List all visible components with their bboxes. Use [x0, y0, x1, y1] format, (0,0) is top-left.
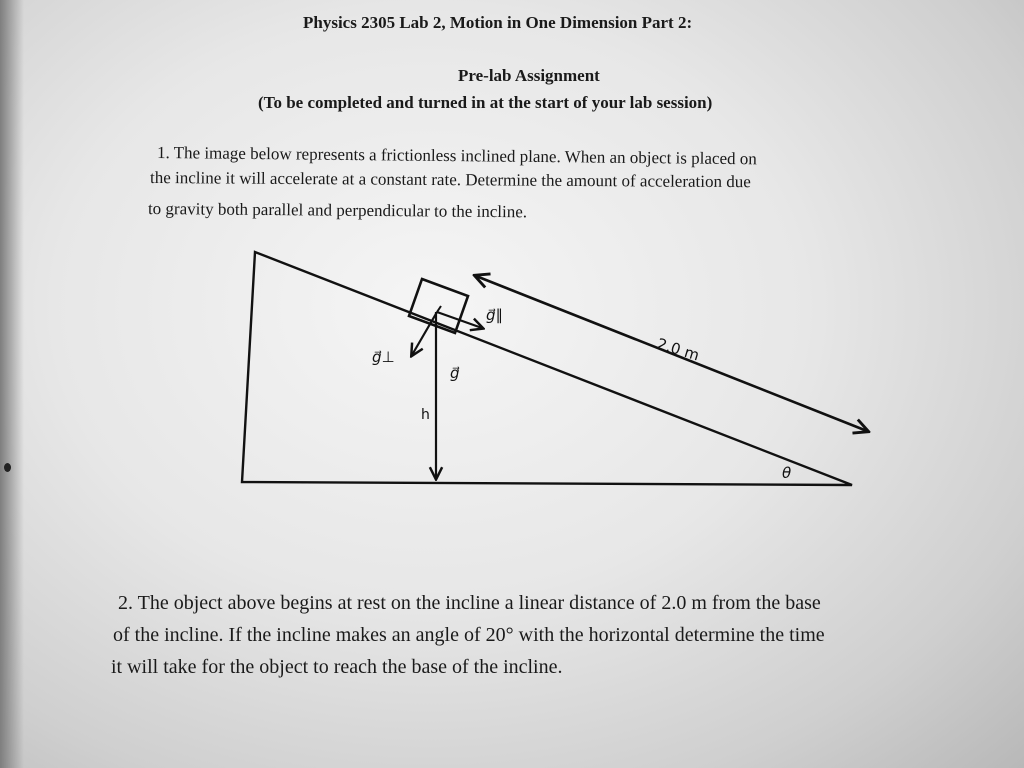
question1-line3: to gravity both parallel and perpendicular to the incline. [147, 199, 528, 222]
g-parallel-label: g⃗∥ [486, 306, 504, 324]
question2-line2: of the incline. If the incline makes an angle of 20° with the horizontal determine the time [113, 624, 825, 646]
question2-line1: 2. The object above begins at rest on the incline a linear distance of 2.0 m from the base [118, 592, 821, 614]
question2-line3: it will take for the object to reach the base of the incline. [111, 656, 563, 678]
question1-line1: 1. The image below represents a frictionless inclined plane. When an object is placed on [156, 143, 757, 169]
block-center-mark [437, 306, 441, 312]
prelab-heading: Pre-lab Assignment [458, 66, 600, 85]
g-label: g⃗ [450, 364, 460, 382]
incline-triangle [242, 252, 852, 485]
question1-line2: the incline it will accelerate at a constant rate. Determine the amount of acceleration due [149, 168, 751, 192]
angle-theta-label: θ [782, 464, 792, 482]
distance-label: 2.0 m [654, 334, 702, 365]
g-perpendicular-label: g⃗⊥ [372, 348, 395, 366]
height-label: h [421, 407, 430, 423]
prelab-instruction: (To be completed and turned in at the start of your lab session) [258, 93, 713, 112]
lab-title: Physics 2305 Lab 2, Motion in One Dimension Part 2: [303, 13, 693, 32]
